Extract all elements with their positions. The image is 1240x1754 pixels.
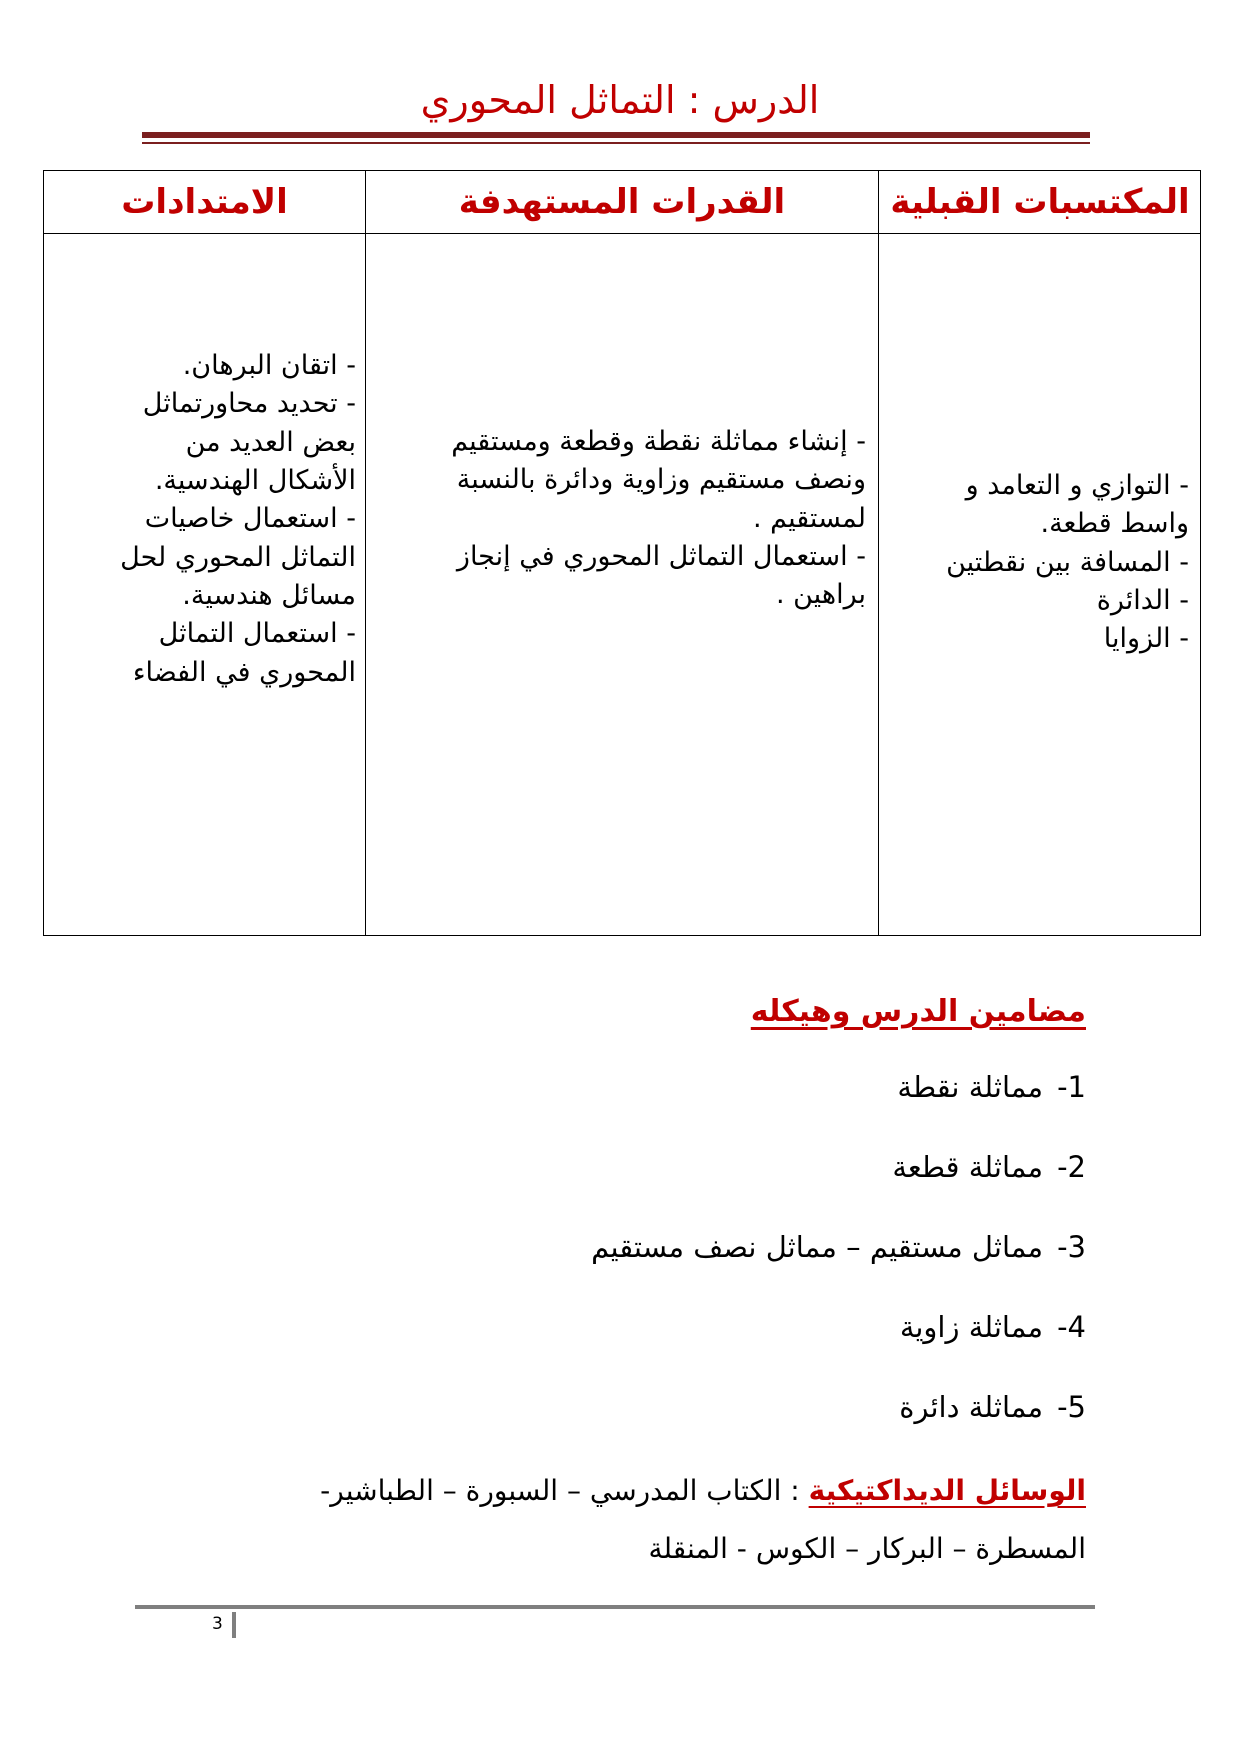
extension-line: الأشكال الهندسية. [154,464,356,496]
item-number: 5- [1057,1390,1086,1424]
header-prerequisites: المكتسبات القبلية [890,182,1190,222]
title-underline [142,132,1090,138]
skills-cell [376,423,866,615]
column-divider [878,171,879,935]
item-number: 3- [1057,1230,1086,1264]
list-item [899,1390,1086,1424]
extension-line: مسائل هندسية. [182,579,356,611]
skill-line: - استعمال التماثل المحوري في إنجاز [456,540,866,572]
list-item [897,1070,1086,1104]
list-item [892,1150,1086,1184]
skill-line: لمستقيم . [752,502,866,534]
extension-line: - تحديد محاورتماثل [142,388,356,420]
prerequisite-line: - الدائرة [1096,584,1189,616]
tools-line-1 [166,1462,1086,1520]
title-underline-thin [142,142,1090,144]
item-text: مماثلة زاوية [899,1310,1044,1344]
tools-list-2: المسطرة – البركار – الكوس - المنقلة [648,1532,1086,1565]
contents-heading: مضامين الدرس وهيكله [750,994,1086,1029]
item-text: مماثل مستقيم – مماثل نصف مستقيم [591,1230,1044,1264]
prerequisites-cell [889,467,1189,659]
teaching-tools [166,1462,1086,1578]
lesson-title: الدرس : التماثل المحوري [420,78,820,122]
tools-label: الوسائل الديداكتيكية [808,1474,1086,1507]
tools-list-1: الكتاب المدرسي – السبورة – الطباشير- [320,1474,782,1507]
page-number: 3 [212,1614,223,1634]
page-number-bar [232,1612,236,1638]
item-text: مماثلة نقطة [897,1070,1044,1104]
header-divider [44,233,1200,234]
prerequisite-line: - الزوايا [1103,623,1189,655]
objectives-table [43,170,1201,936]
item-number: 2- [1057,1150,1086,1184]
extension-line: بعض العديد من [185,426,356,458]
skill-line: ونصف مستقيم وزاوية ودائرة بالنسبة [456,464,866,496]
prerequisite-line: - التوازي و التعامد و [965,470,1189,501]
skill-line: - إنشاء مماثلة نقطة وقطعة ومستقيم [451,426,866,457]
list-item [591,1230,1086,1264]
prerequisite-line: واسط قطعة. [1040,508,1189,540]
item-number: 1- [1057,1070,1086,1104]
extensions-cell [56,347,356,692]
extension-line: - استعمال التماثل [158,618,356,650]
footer-rule [135,1605,1095,1609]
column-divider [365,171,366,935]
tools-separator: : [781,1474,809,1507]
skill-line: براهين . [775,579,866,611]
prerequisite-line: - المسافة بين نقطتين [946,546,1189,578]
extension-line: - اتقان البرهان. [182,350,356,381]
header-extensions: الامتدادات [121,182,288,222]
header-skills: القدرات المستهدفة [458,182,786,222]
item-text: مماثلة دائرة [899,1390,1044,1424]
extension-line: - استعمال خاصيات [144,503,356,535]
item-text: مماثلة قطعة [892,1150,1044,1184]
extension-line: المحوري في الفضاء [132,656,356,688]
item-number: 4- [1057,1310,1086,1344]
extension-line: التماثل المحوري لحل [120,541,356,573]
list-item [900,1310,1086,1344]
